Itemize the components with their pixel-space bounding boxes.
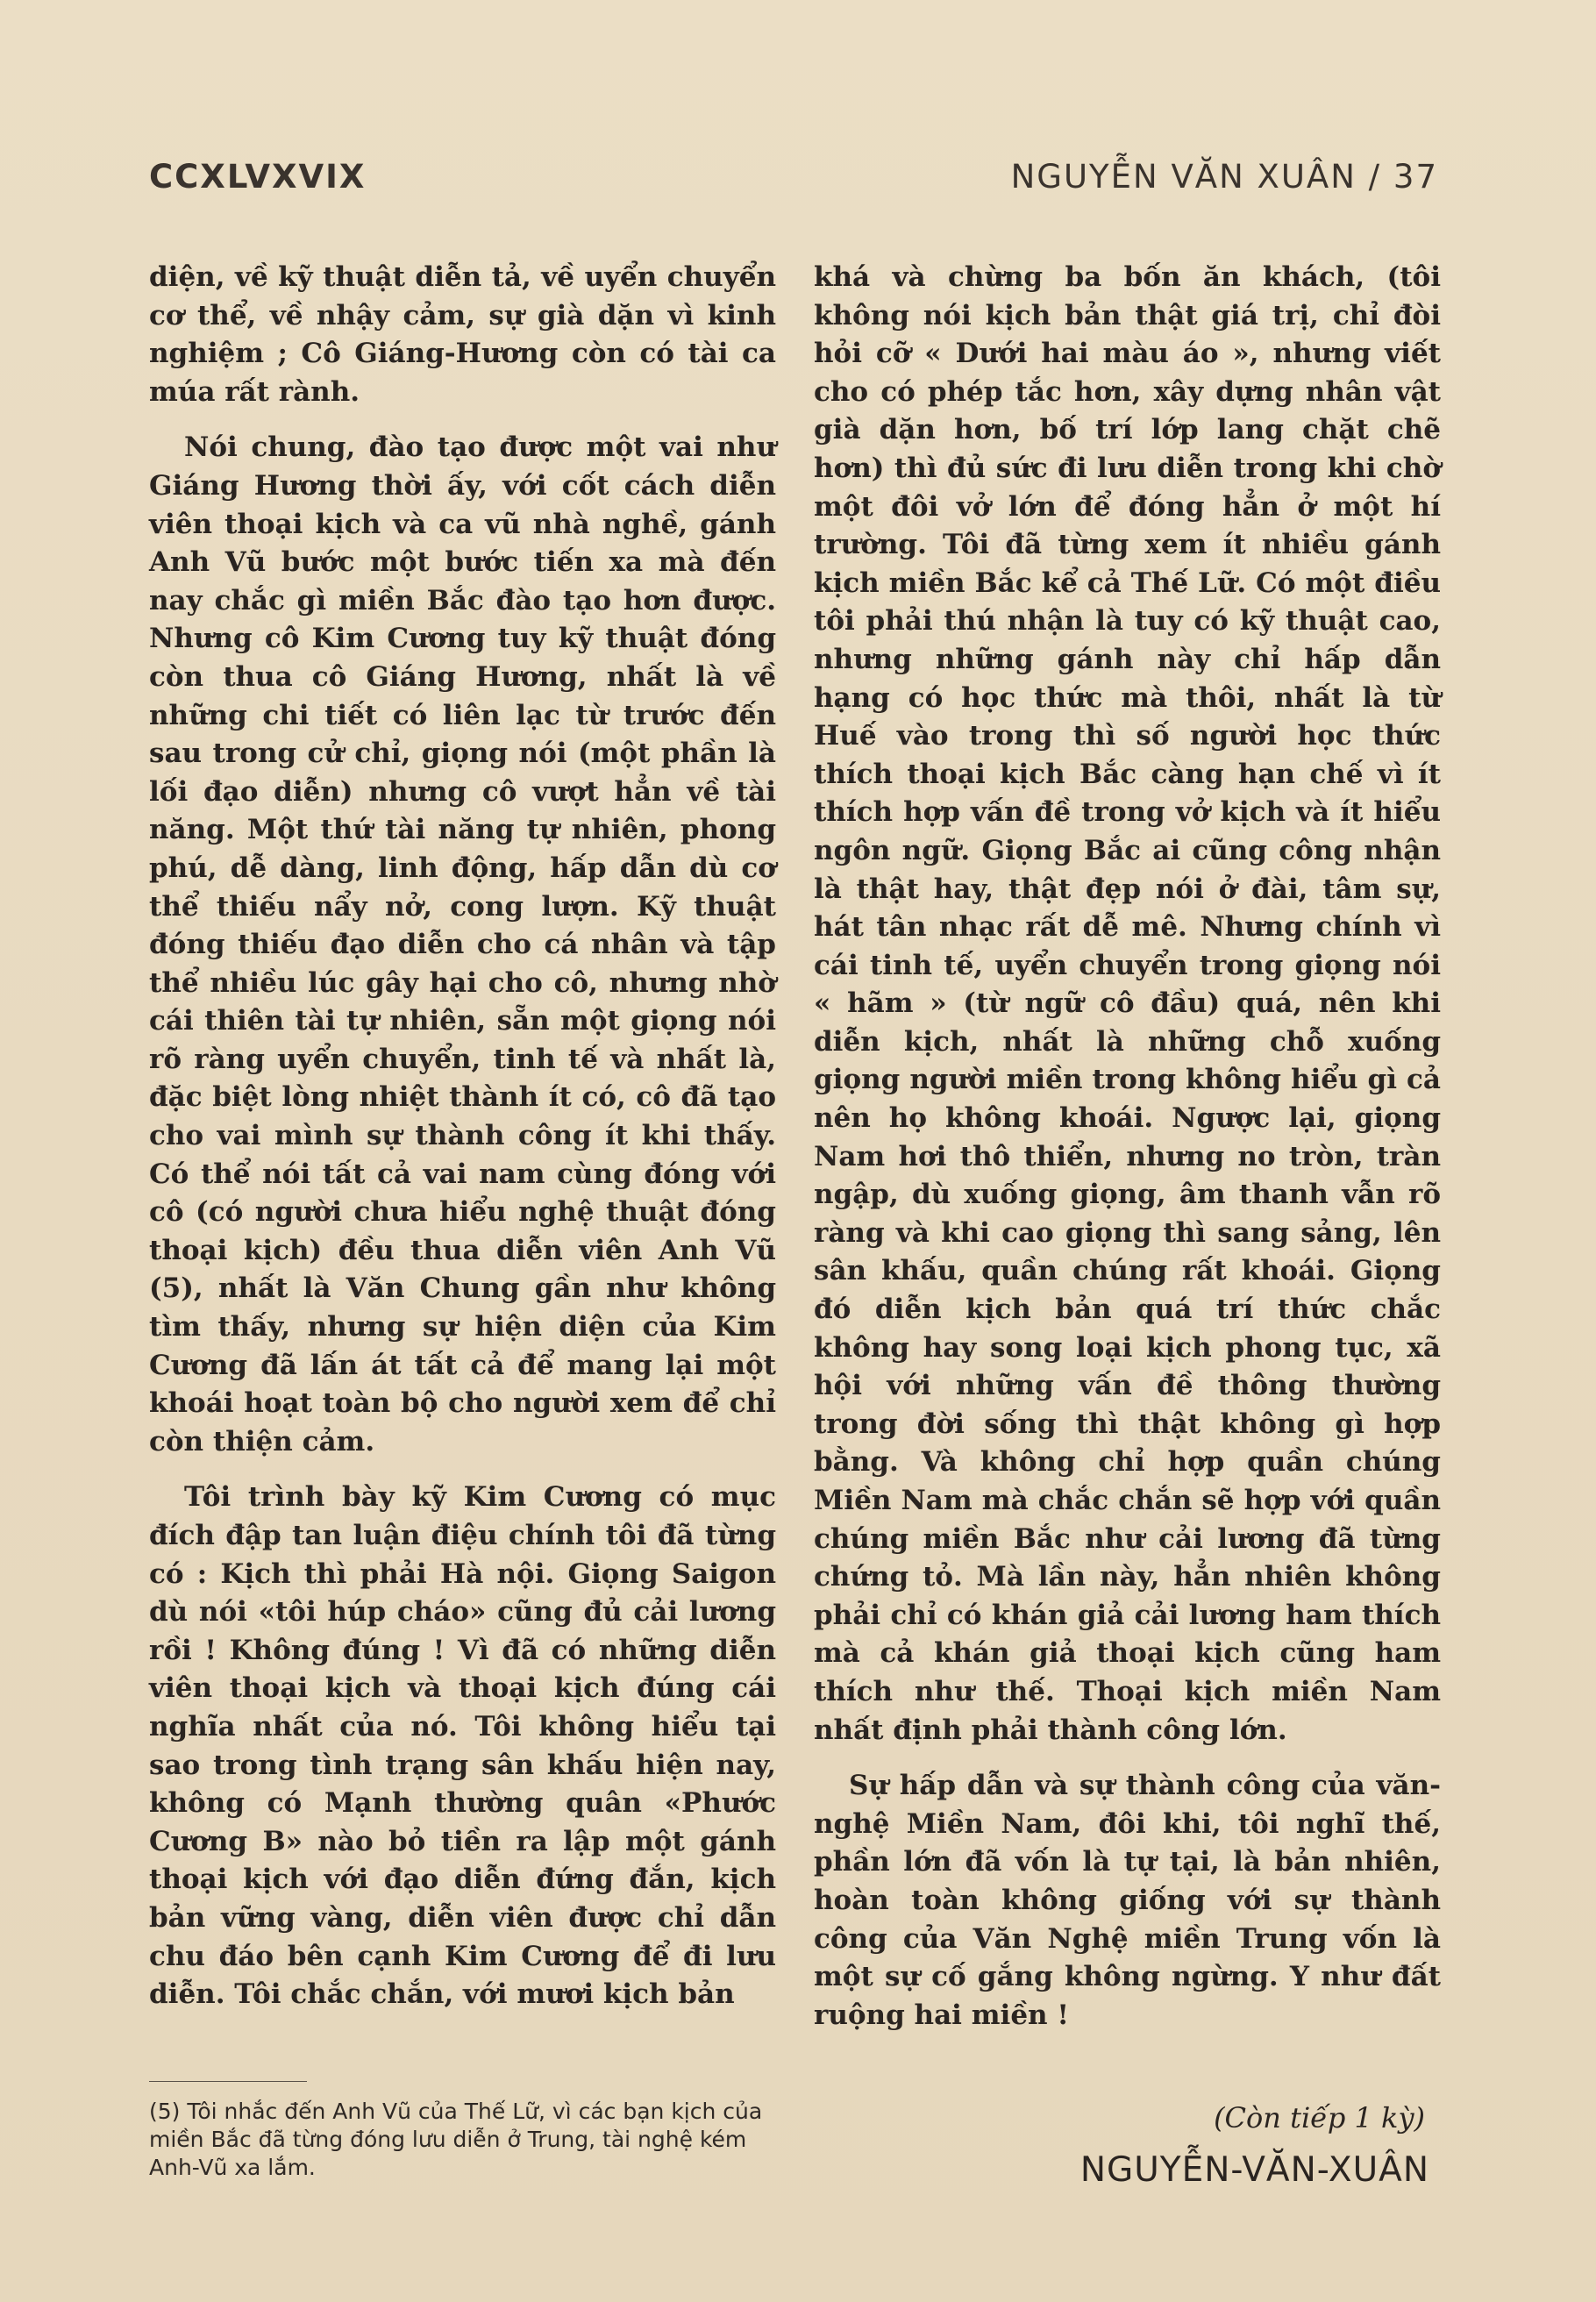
continued-note: (Còn tiếp 1 kỳ) xyxy=(1214,2101,1425,2135)
paragraph: Nói chung, đào tạo được một vai như Giáng Hương thời ấy, với cốt cách diễn viên thoại kịch và ca vũ nhà nghề, gánh Anh Vũ bước một bước tiến xa mà đến nay chắc gì miền Bắc đào tạo hơn được. Nhưng cô Kim Cương tuy kỹ thuật đóng còn thua cô Giáng Hương, nhất là về những chi tiết có liên lạc từ trước đến sau trong cử chỉ, giọng nói (một phần là lối đạo diễn) nhưng cô vượt hẳn về tài năng. Một thứ tài năng tự nhiên, phong phú, dễ dàng, linh động, hấp dẫn dù cơ thể thiếu nẩy nở, cong lượn. Kỹ thuật đóng thiếu đạo diễn cho cá nhân và tập thể nhiều lúc gây hại cho cô, nhưng nhờ cái thiên tài tự nhiên, sẵn một giọng nói rõ ràng uyển chuyển, tinh tế và nhất là, đặc biệt lòng nhiệt thành ít có, cô đã tạo cho vai mình sự thành công ít khi thấy. Có thể nói tất cả vai nam cùng đóng với cô (có người chưa hiểu nghệ thuật đóng thoại kịch) đều thua diễn viên Anh Vũ (5), nhất là Văn Chung gần như không tìm thấy, nhưng sự hiện diện của Kim Cương đã lấn át tất cả để mang lại một khoái hoạt toàn bộ cho người xem để chỉ còn thiện cảm. xyxy=(149,431,776,1457)
footnote: (5) Tôi nhắc đến Anh Vũ của Thế Lữ, vì các bạn kịch của miền Bắc đã từng đóng lưu diễn ở Trung, tài nghệ kém Anh-Vũ xa lắm. xyxy=(149,2099,763,2180)
paragraph: Tôi trình bày kỹ Kim Cương có mục đích đập tan luận điệu chính tôi đã từng có : Kịch thì phải Hà nội. Giọng Saigon dù nói «tôi húp cháo» cũng đủ cải lương rồi ! Không đúng ! Vì đã có những diễn viên thoại kịch và thoại kịch đúng cái nghĩa nhất của nó. Tôi không hiểu tại sao trong tình trạng sân khấu hiện nay, không có Mạnh thường quân «Phước Cương B» nào bỏ tiền ra lập một gánh thoại kịch với đạo diễn đứng đắn, kịch bản vững vàng, diễn viên được chỉ dẫn chu đáo bên cạnh Kim Cương để đi lưu diễn. Tôi chắc chắn, với mươi kịch bản xyxy=(149,1481,776,2011)
paragraph: diện, về kỹ thuật diễn tả, về uyển chuyển cơ thể, về nhậy cảm, sự già dặn vì kinh nghiệm ; Cô Giáng-Hương còn có tài ca múa rất rành. xyxy=(149,261,776,408)
left-column xyxy=(149,259,776,2014)
paragraph: Sự hấp dẫn và sự thành công của văn-nghệ Miền Nam, đôi khi, tôi nghĩ thế, phần lớn đã vốn là tự tại, là bản nhiên, hoàn toàn không giống với sự thành công của Văn Nghệ miền Trung vốn là một sự cố gắng không ngừng. Y như đất ruộng hai miền ! xyxy=(814,1770,1441,2031)
header-code: CCXLVXVIX xyxy=(149,158,367,196)
author-signature: NGUYỄN-VĂN-XUÂN xyxy=(1079,2150,1429,2190)
header-author-page: NGUYỄN VĂN XUÂN / 37 xyxy=(1010,158,1438,196)
right-column xyxy=(814,259,1441,2035)
running-header xyxy=(149,158,1438,210)
paragraph: khá và chừng ba bốn ăn khách, (tôi không nói kịch bản thật giá trị, chỉ đòi hỏi cỡ « Dưới hai màu áo », nhưng viết cho có phép tắc hơn, xây dựng nhân vật già dặn hơn, bố trí lớp lang chặt chẽ hơn) thì đủ sức đi lưu diễn trong khi chờ một đôi vở lớn để đóng hẳn ở một hí trường. Tôi đã từng xem ít nhiều gánh kịch miền Bắc kể cả Thế Lữ. Có một điều tôi phải thú nhận là tuy có kỹ thuật cao, nhưng những gánh này chỉ hấp dẫn hạng có học thức mà thôi, nhất là từ Huế vào trong thì số người học thức thích thoại kịch Bắc càng hạn chế vì ít thích hợp vấn đề trong vở kịch và ít hiểu ngôn ngữ. Giọng Bắc ai cũng công nhận là thật hay, thật đẹp nói ở đài, tâm sự, hát tân nhạc rất dễ mê. Nhưng chính vì cái tinh tế, uyển chuyển trong giọng nói « hãm » (từ ngữ cô đầu) quá, nên khi diễn kịch, nhất là những chỗ xuống giọng người miền trong không hiểu gì cả nên họ không khoái. Ngược lại, giọng Nam hơi thô thiển, nhưng no tròn, tràn ngập, dù xuống giọng, âm thanh vẫn rõ ràng và khi cao giọng thì sang sảng, lên sân khấu, quần chúng rất khoái. Giọng đó diễn kịch bản quá trí thức chắc không hay song loại kịch phong tục, xã hội với những vấn đề thông thường trong đời sống thì thật không gì hợp bằng. Và không chỉ hợp quần chúng Miền Nam mà chắc chắn sẽ hợp với quần chúng miền Bắc như cải lương đã từng chứng tỏ. Mà lần này, hẳn nhiên không phải chỉ có khán giả cải lương ham thích mà cả khán giả thoại kịch cũng ham thích như thế. Thoại kịch miền Nam nhất định phải thành công lớn. xyxy=(814,261,1441,1746)
footnote-divider xyxy=(149,2081,307,2082)
